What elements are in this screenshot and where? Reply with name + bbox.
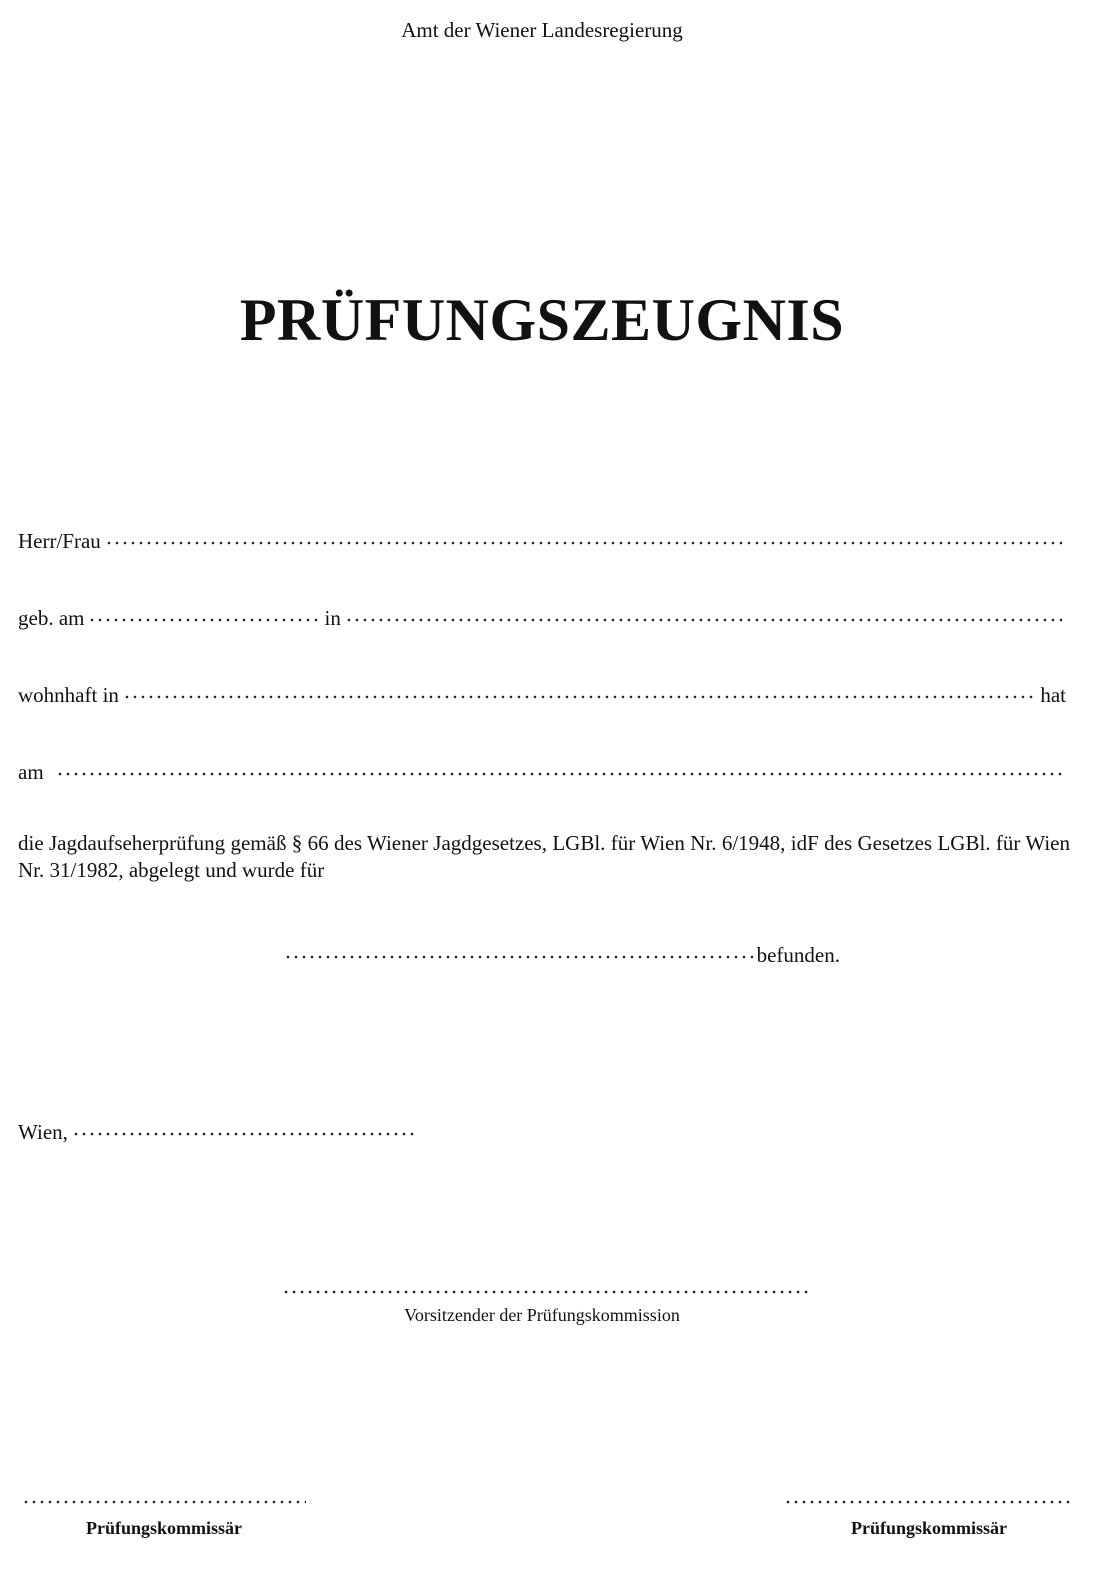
residence-row <box>18 674 1066 707</box>
residence-label: wohnhaft in <box>18 683 119 707</box>
exam-date-label: am <box>18 760 44 784</box>
chair-signature-line[interactable] <box>282 1287 812 1297</box>
commissioner-left-signature-line[interactable] <box>22 1497 306 1507</box>
result-suffix: befunden. <box>756 943 840 967</box>
place-date-field[interactable] <box>72 1111 414 1139</box>
birth-row <box>18 597 1066 630</box>
exam-date-field[interactable] <box>56 751 1062 779</box>
exam-statement: die Jagdaufseherprüfung gemäß § 66 des Wiener Jagdgesetzes, LGBl. für Wien Nr. 6/1948, idF des Gesetzes LGBl. für Wien Nr. 31/1982, abgelegt und wurde für <box>18 831 1070 882</box>
commissioner-right-signature-line[interactable] <box>784 1497 1074 1507</box>
birth-date-field[interactable] <box>88 597 320 625</box>
name-label: Herr/Frau <box>18 529 101 553</box>
chair-caption: Vorsitzender der Prüfungskommission <box>404 1305 680 1325</box>
name-row <box>18 520 1066 553</box>
residence-field[interactable] <box>123 674 1036 702</box>
residence-suffix: hat <box>1040 683 1066 707</box>
birth-place-field[interactable] <box>345 597 1062 625</box>
result-field[interactable] <box>284 934 753 962</box>
issuing-authority: Amt der Wiener Landesregierung <box>401 18 683 42</box>
result-row <box>280 934 840 967</box>
page-title: PRÜFUNGSZEUGNIS <box>239 287 845 353</box>
place-label: Wien, <box>18 1120 68 1144</box>
exam-date-row <box>18 751 1066 784</box>
commissioner-right-caption: Prüfungskommissär <box>850 1518 1007 1538</box>
birth-date-label: geb. am <box>18 606 85 630</box>
place-date-row <box>18 1111 418 1144</box>
name-field[interactable] <box>105 520 1062 548</box>
birth-place-label: in <box>324 606 341 630</box>
commissioner-left-caption: Prüfungskommissär <box>85 1518 242 1538</box>
